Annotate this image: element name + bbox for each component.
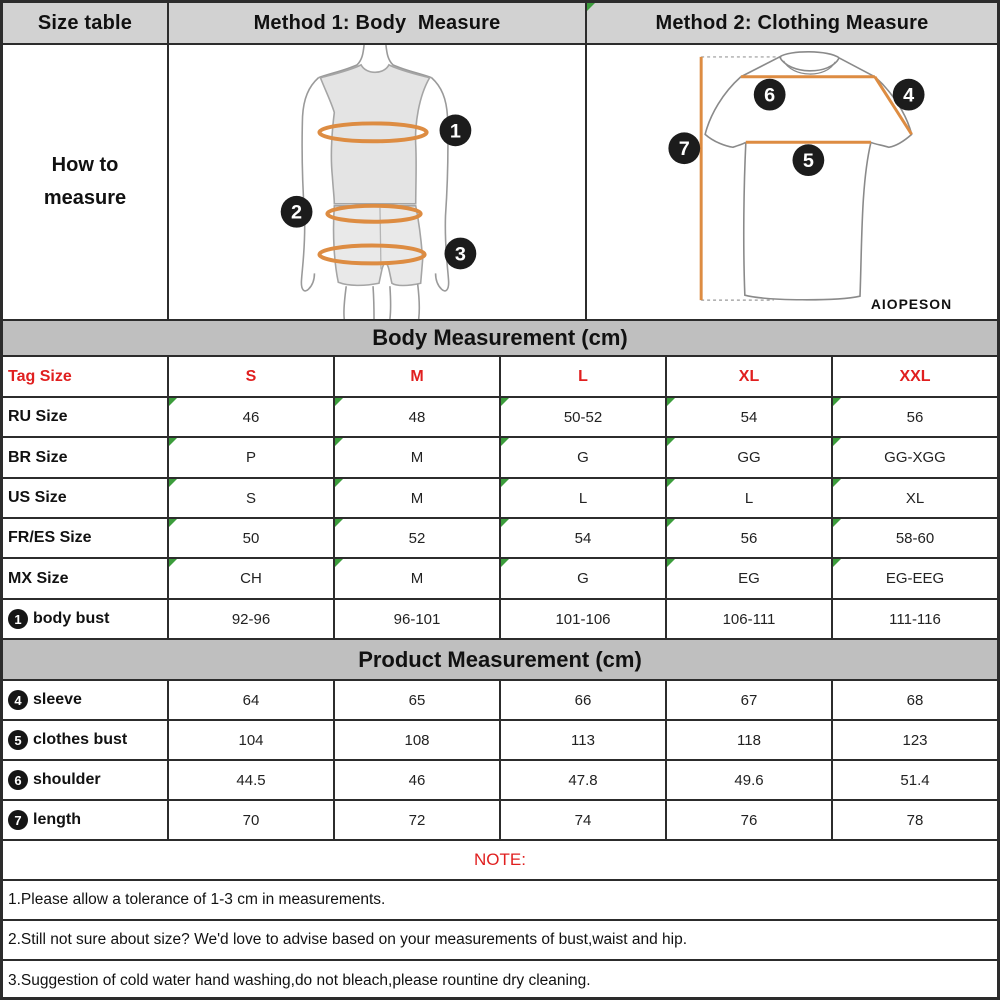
size-col-xl: XL (665, 357, 831, 396)
cell-value: M (410, 449, 424, 466)
row-label: BR Size (8, 448, 68, 466)
cell-corner-marker-icon (667, 519, 675, 527)
tshirt-drawing (587, 45, 997, 319)
cell-value: 54 (574, 529, 592, 547)
cell-corner-marker-icon (501, 398, 509, 406)
table-row-shoulder (3, 759, 997, 799)
cell-value: 104 (167, 721, 333, 759)
cell-corner-marker-icon (667, 479, 675, 487)
method2-header (585, 3, 997, 43)
cell-value: 50-52 (563, 408, 603, 426)
cell-value: 106-111 (665, 600, 831, 638)
note-row-1 (3, 879, 997, 919)
clothing-marker-5-label: 5 (802, 150, 814, 173)
cell-value: M (410, 489, 424, 507)
circle-5-badge: 5 (8, 730, 28, 750)
size-col-l: L (499, 357, 665, 396)
cell-corner-marker-icon (169, 559, 177, 567)
cell-value: 54 (740, 408, 758, 426)
row-label: length (33, 811, 81, 828)
cell-corner-marker-icon (501, 479, 509, 487)
cell-value: S (245, 489, 256, 507)
table-row-sleeve (3, 679, 997, 719)
cell-value: L (578, 489, 588, 507)
clothing-marker-7-label: 7 (678, 138, 690, 161)
size-table-header: Size table (3, 3, 167, 43)
cell-value: 47.8 (499, 761, 665, 799)
cell-value: 113 (499, 721, 665, 759)
clothing-measure-illustration (585, 45, 997, 319)
note-title-row (3, 839, 997, 879)
body-measurement-title: Body Measurement (cm) (3, 321, 997, 355)
cell-corner-marker-icon (833, 438, 841, 446)
cell-value: 50 (242, 529, 260, 547)
note-row-2 (3, 919, 997, 959)
cell-value: 58-60 (895, 529, 935, 547)
table-row-fres-size (3, 517, 997, 557)
cell-corner-marker-icon (335, 438, 343, 446)
cell-corner-marker-icon (169, 438, 177, 446)
body-marker-3-label: 3 (454, 243, 466, 266)
cell-value: 118 (665, 721, 831, 759)
cell-value: GG (737, 449, 761, 466)
table-row-us-size (3, 477, 997, 517)
cell-value: 49.6 (665, 761, 831, 799)
cell-value: L (744, 489, 754, 507)
size-col-m: M (333, 357, 499, 396)
note-text-2: 2.Still not sure about size? We'd love to advise based on your measurements of bust,waist and hip. (8, 931, 688, 948)
circle-4-badge: 4 (8, 690, 28, 710)
cell-value: GG-XGG (884, 449, 946, 466)
row-label: clothes bust (33, 731, 128, 748)
cell-value: G (577, 570, 589, 587)
body-measurement-section (3, 319, 997, 355)
cell-corner-marker-icon (833, 479, 841, 487)
cell-value: 78 (831, 801, 997, 839)
cell-value: 51.4 (831, 761, 997, 799)
tag-size-row (3, 355, 997, 396)
cell-value: 92-96 (167, 600, 333, 638)
cell-corner-marker-icon (501, 559, 509, 567)
table-row-length (3, 799, 997, 839)
cell-value: XL (905, 489, 925, 507)
body-measure-illustration (167, 45, 585, 319)
cell-corner-marker-icon (335, 479, 343, 487)
cell-value: 44.5 (167, 761, 333, 799)
cell-corner-marker-icon (169, 398, 177, 406)
cell-corner-marker-icon (501, 438, 509, 446)
row-label: US Size (8, 489, 67, 506)
cell-value: 108 (333, 721, 499, 759)
product-measurement-section (3, 638, 997, 679)
cell-value: 56 (740, 529, 758, 547)
cell-value: P (245, 449, 256, 466)
size-col-s: S (167, 357, 333, 396)
brand-label: AIOPESON (870, 296, 953, 313)
clothing-marker-4-label: 4 (903, 84, 915, 107)
method2-header-label: Method 2: Clothing Measure (655, 11, 929, 34)
tag-size-label: Tag Size (8, 367, 72, 385)
row-label: RU Size (8, 408, 68, 425)
row-label: shoulder (33, 771, 101, 788)
cell-value: G (577, 449, 589, 466)
cell-value: 46 (333, 761, 499, 799)
cell-corner-marker-icon (501, 519, 509, 527)
cell-corner-marker-icon (833, 398, 841, 406)
cell-value: M (410, 570, 424, 587)
cell-value: 101-106 (499, 600, 665, 638)
table-row-clothes-bust (3, 719, 997, 759)
table-row-mx-size (3, 557, 997, 598)
cell-corner-marker-icon (667, 398, 675, 406)
cell-value: EG-EEG (885, 570, 945, 587)
clothing-marker-6-label: 6 (764, 84, 776, 107)
circle-7-badge: 7 (8, 810, 28, 830)
body-figure-drawing (169, 45, 585, 319)
cell-corner-marker-icon (667, 559, 675, 567)
table-row-br-size (3, 436, 997, 477)
top-header-row (3, 3, 997, 43)
cell-value: 48 (408, 408, 426, 426)
cell-corner-marker-icon (335, 559, 343, 567)
row-label: sleeve (33, 691, 82, 708)
cell-value: 96-101 (333, 600, 499, 638)
size-col-xxl: XXL (831, 357, 997, 396)
circle-6-badge: 6 (8, 770, 28, 790)
cell-corner-marker-icon (335, 519, 343, 527)
body-marker-1-label: 1 (449, 120, 461, 143)
table-row-body-bust (3, 598, 997, 638)
cell-value: 72 (333, 801, 499, 839)
circle-1-badge: 1 (8, 609, 28, 629)
cell-corner-marker-icon (169, 519, 177, 527)
cell-corner-marker-icon (587, 3, 595, 11)
illustration-row (3, 43, 997, 319)
cell-value: 66 (499, 681, 665, 719)
note-title: NOTE: (474, 850, 526, 869)
note-text-1: 1.Please allow a tolerance of 1-3 cm in measurements. (8, 891, 386, 908)
cell-corner-marker-icon (833, 559, 841, 567)
cell-value: 68 (831, 681, 997, 719)
product-measurement-title: Product Measurement (cm) (3, 640, 997, 679)
method1-header: Method 1: Body Measure (167, 3, 585, 43)
note-text-3: 3.Suggestion of cold water hand washing,do not bleach,please rountine dry cleaning. (8, 972, 591, 989)
cell-value: 64 (167, 681, 333, 719)
body-marker-2-label: 2 (291, 201, 303, 224)
cell-value: 46 (242, 408, 260, 426)
note-row-3 (3, 959, 997, 1000)
cell-value: 67 (665, 681, 831, 719)
cell-corner-marker-icon (833, 519, 841, 527)
cell-corner-marker-icon (667, 438, 675, 446)
row-label: MX Size (8, 569, 69, 587)
cell-value: 70 (167, 801, 333, 839)
row-label: FR/ES Size (8, 529, 92, 546)
row-label: body bust (33, 610, 110, 627)
how-to-measure-label: How to measure (43, 154, 127, 209)
cell-value: 65 (333, 681, 499, 719)
cell-value: 52 (408, 529, 426, 547)
cell-value: 111-116 (831, 600, 997, 638)
cell-corner-marker-icon (335, 398, 343, 406)
cell-corner-marker-icon (169, 479, 177, 487)
table-row-ru-size (3, 396, 997, 436)
cell-value: 56 (906, 408, 924, 426)
cell-value: 76 (665, 801, 831, 839)
cell-value: CH (240, 570, 262, 587)
cell-value: 74 (499, 801, 665, 839)
cell-value: 123 (831, 721, 997, 759)
cell-value: EG (738, 570, 760, 587)
